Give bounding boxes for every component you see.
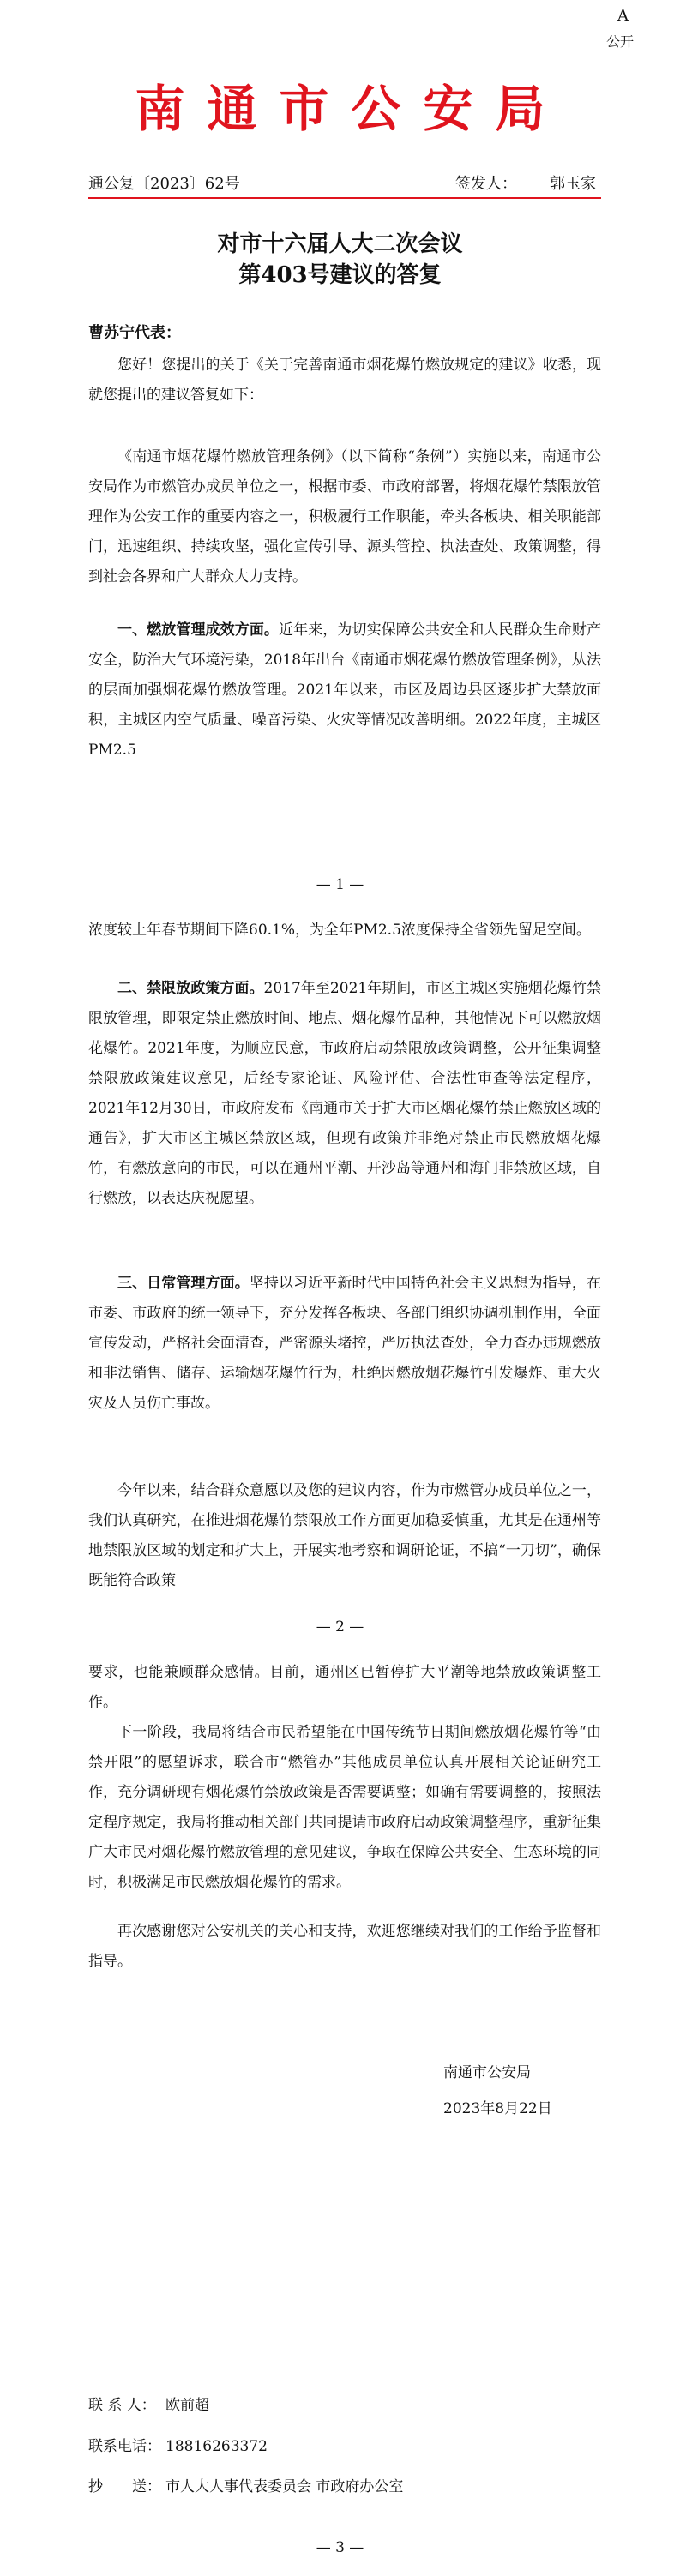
paragraph-effect-cont: 浓度较上年春节期间下降60.1%，为全年PM2.5浓度保持全省领先留足空间。 <box>88 922 591 939</box>
issuing-org-title: 南通市公安局 <box>135 80 568 138</box>
section-heading-effect: 一、燃放管理成效方面。 <box>117 621 280 639</box>
signer-label: 签发人： <box>455 175 517 193</box>
contact-phone <box>88 2434 268 2455</box>
paragraph-progress: 今年以来，结合群众意愿以及您的建议内容，作为市燃管办成员单位之一，我们认真研究，在推进烟花爆竹禁限放工作方面更加稳妥慎重，尤其是在通州等地禁限放区域的划定和扩大上，开展实地考察和调研论证，不搞“一刀切”，确保既能符合政策 <box>88 1482 601 1589</box>
doc-title-line2: 第403号建议的答复 <box>238 262 442 288</box>
cc-label: 抄 送： <box>88 2478 161 2495</box>
document-number: 通公复〔2023〕62号 <box>88 175 240 193</box>
disclosure-label: 公开 <box>605 33 634 50</box>
corner-mark: A <box>617 7 629 25</box>
section-body-policy: 2017年至2021年期间，市区主城区实施烟花爆竹禁限放管理，即限定禁止燃放时间、地点、烟花爆竹品种，其他情况下可以燃放烟花爆竹。2021年度，为顺应民意，市政府启动禁限放政策调整，公开征集调整禁限放政策建议意见，后经专家论证、风险评估、合法性审查等法定程序，2021年12月30日，市政府发布《南通市关于扩大市区烟花爆竹禁止燃放区域的通告》，扩大市区主城区禁放区域，但现有政策并非绝对禁止市民燃放烟花爆竹，有燃放意向的市民，可以在通州平潮、开沙岛等通州和海门非禁放区域，自行燃放，以表达庆祝愿望。 <box>88 980 602 1207</box>
section-heading-policy: 二、禁限放政策方面。 <box>117 980 264 997</box>
paragraph-thanks: 再次感谢您对公安机关的关心和支持，欢迎您继续对我们的工作给予监督和指导。 <box>88 1923 601 1970</box>
paragraph-intro: 您好！您提出的关于《关于完善南通市烟花爆竹燃放规定的建议》收悉，现就您提出的建议答复如下： <box>88 357 601 404</box>
section-body-effect: 近年来，为切实保障公共安全和人民群众生命财产安全，防治大气环境污染，2018年出台《南通市烟花爆竹燃放管理条例》，从法的层面加强烟花爆竹燃放管理。2021年以来，市区及周边县区逐步扩大禁放面积，主城区内空气质量、噪音污染、火灾等情况改善明细。2022年度，主城区PM2.5 <box>88 621 601 759</box>
paragraph-progress-cont: 要求，也能兼顾群众感情。目前，通州区已暂停扩大平潮等地禁放政策调整工作。 <box>88 1664 601 1711</box>
contact-person-name: 欧前超 <box>165 2397 209 2414</box>
section-heading-management: 三、日常管理方面。 <box>117 1275 250 1292</box>
signature-org: 南通市公安局 <box>443 2064 531 2081</box>
paragraph-background: 《南通市烟花爆竹燃放管理条例》（以下简称“条例”）实施以来，南通市公安局作为市燃管办成员单位之一，根据市委、市政府部署，将烟花爆竹禁限放管理作为公安工作的重要内容之一，积极履行工作职能，牵头各板块、相关职能部门，迅速组织、持续攻坚，强化宣传引导、源头管控、执法查处、政策调整，得到社会各界和广大群众大力支持。 <box>88 448 601 585</box>
paragraph-effect <box>88 615 601 766</box>
page-number-1: — 1 — <box>316 876 364 893</box>
page-number-2: — 2 — <box>316 1618 364 1636</box>
paragraph-policy <box>88 974 601 1214</box>
section-body-management: 坚持以习近平新时代中国特色社会主义思想为指导，在市委、市政府的统一领导下，充分发挥各板块、各部门组织协调机制作用，全面宣传发动，严格社会面清查，严密源头堵控，严厉执法查处，全力查办违规燃放和非法销售、储存、运输烟花爆竹行为，杜绝因燃放烟花爆竹引发爆炸、重大火灾及人员伤亡事故。 <box>88 1275 601 1412</box>
contact-person-label: 联 系 人： <box>88 2397 156 2414</box>
page-number-3: — 3 — <box>316 2539 364 2556</box>
salutation: 曹苏宁代表： <box>88 324 181 342</box>
signer <box>455 171 596 194</box>
signer-name: 郭玉家 <box>550 175 596 193</box>
doc-title-line1: 对市十六届人大二次会议 <box>217 231 463 257</box>
contact-phone-number: 18816263372 <box>165 2438 268 2455</box>
paragraph-next-steps: 下一阶段，我局将结合市民希望能在中国传统节日期间燃放烟花爆竹等“由禁开限”的愿望诉求，联合市“燃管办”其他成员单位认真开展相关论证研究工作，充分调研现有烟花爆竹禁放政策是否需要调整；如确有需要调整的，按照法定程序规定，我局将推动相关部门共同提请市政府启动政策调整程序，重新征集广大市民对烟花爆竹燃放管理的意见建议，争取在保障公共安全、生态环境的同时，积极满足市民燃放烟花爆竹的需求。 <box>88 1724 601 1891</box>
red-divider <box>88 197 601 199</box>
contact-phone-label: 联系电话： <box>88 2438 161 2455</box>
signature-date: 2023年8月22日 <box>443 2100 552 2117</box>
cc-line <box>88 2474 403 2495</box>
paragraph-management <box>88 1269 601 1419</box>
cc-recipients: 市人大人事代表委员会 市政府办公室 <box>165 2478 404 2495</box>
contact-person <box>88 2393 209 2414</box>
